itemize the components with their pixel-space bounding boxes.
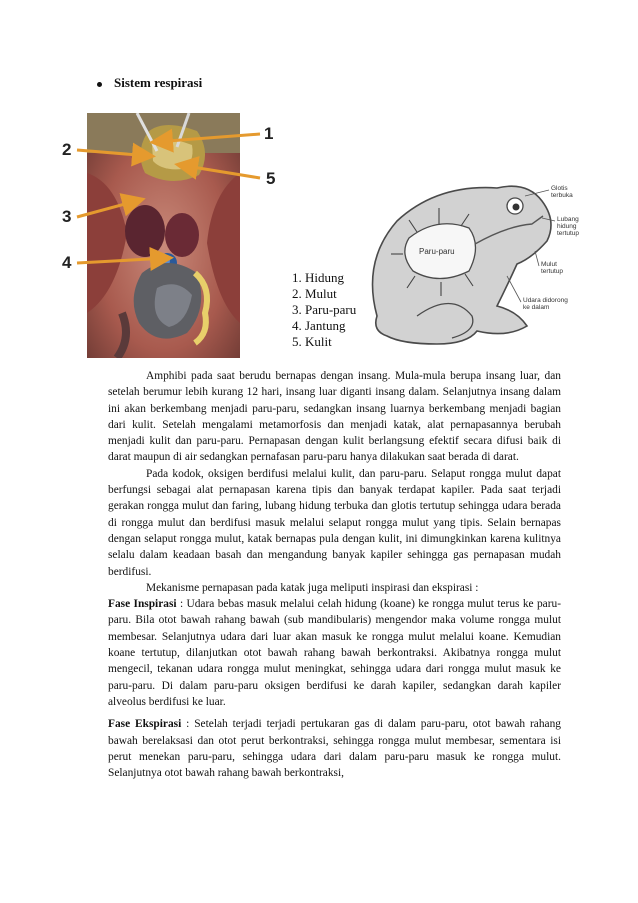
frog-lung-diagram	[357, 166, 595, 349]
arrow-1	[155, 134, 260, 142]
body-text	[108, 368, 561, 781]
legend-item: 4. Jantung	[292, 318, 346, 333]
callout-4: 4	[62, 253, 72, 272]
lung-label: Paru-paru	[419, 247, 455, 256]
callout-1: 1	[264, 124, 274, 143]
arrow-2	[77, 150, 150, 156]
svg-text:Muluttertutup: Mulut tertutup	[541, 261, 564, 275]
svg-text:Udara didorongke dalam: Udara didorong ke dalam	[523, 297, 568, 311]
arrow-3	[77, 200, 140, 217]
inspirasi-label: Fase Inspirasi	[108, 598, 177, 611]
callout-3: 3	[62, 207, 72, 226]
svg-text:Lubanghidungtertutup: Lubang hidung tertutup	[557, 216, 580, 237]
arrow-5	[180, 165, 260, 178]
callout-arrows	[60, 120, 290, 280]
organ-legend	[292, 270, 356, 350]
callout-2: 2	[62, 140, 72, 159]
paragraph-ekspirasi	[108, 716, 561, 781]
paragraph-inspirasi	[108, 596, 561, 710]
legend-item: 1. Hidung	[292, 270, 344, 285]
section-heading-text: Sistem respirasi	[114, 75, 203, 90]
bullet-icon	[97, 82, 102, 87]
ekspirasi-text: : Setelah terjadi terjadi pertukaran gas di dalam paru-paru, otot bawah rahang bawah berelaksasi dan otot perut berkontraksi, sehingga rongga mulut membesar, sementara isi perut menekan paru-paru, sehingga udara dari dalam paru-paru masuk ke rongga mulut. Selanjutnya otot bawah rahang bawah berkontraksi,	[108, 718, 561, 780]
callout-5: 5	[266, 169, 276, 188]
svg-text:Glotisterbuka: Glotis terbuka	[551, 185, 573, 199]
inspirasi-text: : Udara bebas masuk melalui celah hidung (koane) ke rongga mulut terus ke paru-paru. Bila otot bawah rahang bawah (sub mandibularis) mengendor maka volume rongga mulut membesar. Selanjutnya udara dari luar akan masuk ke rongga mulut melalui koane. Kemudian koane tertutup, dilanjutkan otot bawah rahang bawah berkontraksi. Akibatnya rongga mulut mengecil, tekanan udara rongga mulut meningkat, sehingga udara dari rongga mulut masuk ke paru-paru. Di dalam paru-paru oksigen berdifusi ke darah kapiler, sedangkan darah kapiler alveolus berdifusi ke luar.	[108, 598, 562, 708]
section-heading	[97, 75, 202, 91]
legend-item: 2. Mulut	[292, 286, 337, 301]
ekspirasi-label: Fase Ekspirasi	[108, 718, 182, 731]
paragraph-mekanisme: Mekanisme pernapasan pada katak juga meliputi inspirasi dan ekspirasi :	[146, 581, 479, 594]
legend-item: 3. Paru-paru	[292, 302, 357, 317]
paragraph-berudu: Amphibi pada saat berudu bernapas dengan insang. Mula-mula berupa insang luar, dan setelah berumur lebih kurang 12 hari, insang luar diganti insang dalam. Selanjutnya insang dalam ini akan berkembang menjadi paru-paru, sedangkan insang luarnya berkembang menjadi bagian dari kulit. Setelah mengalami metamorfosis dan menjadi katak, alat pernapasannya berubah menjadi kulit dan paru-paru. Pernapasan dengan kulit berlangsung efektif secara difusi baik di darat maupun di air sedangkan pernafasan paru-paru hanya dilakukan saat berada di darat.	[108, 370, 561, 464]
arrow-4	[77, 258, 168, 263]
paragraph-kodok: Pada kodok, oksigen berdifusi melalui kulit, dan paru-paru. Selaput rongga mulut dapat berfungsi sebagai alat pernapasan karena tipis dan banyak terdapat kapiler. Pada saat terjadi gerakan rongga mulut dan faring, lubang hidung terbuka dan glotis tertutup sehingga udara berada di rongga mulut dan berdifusi masuk melalui selaput rongga mulut yang tipis. Selain bernapas dengan selaput rongga mulut, katak bernapas pula dengan kulit, ini dimungkinkan karena kulitnya selalu dalam keadaan basah dan mengandung banyak kapiler sehingga gas pernapasan mudah berdifusi.	[108, 467, 561, 578]
legend-item: 5. Kulit	[292, 334, 332, 349]
